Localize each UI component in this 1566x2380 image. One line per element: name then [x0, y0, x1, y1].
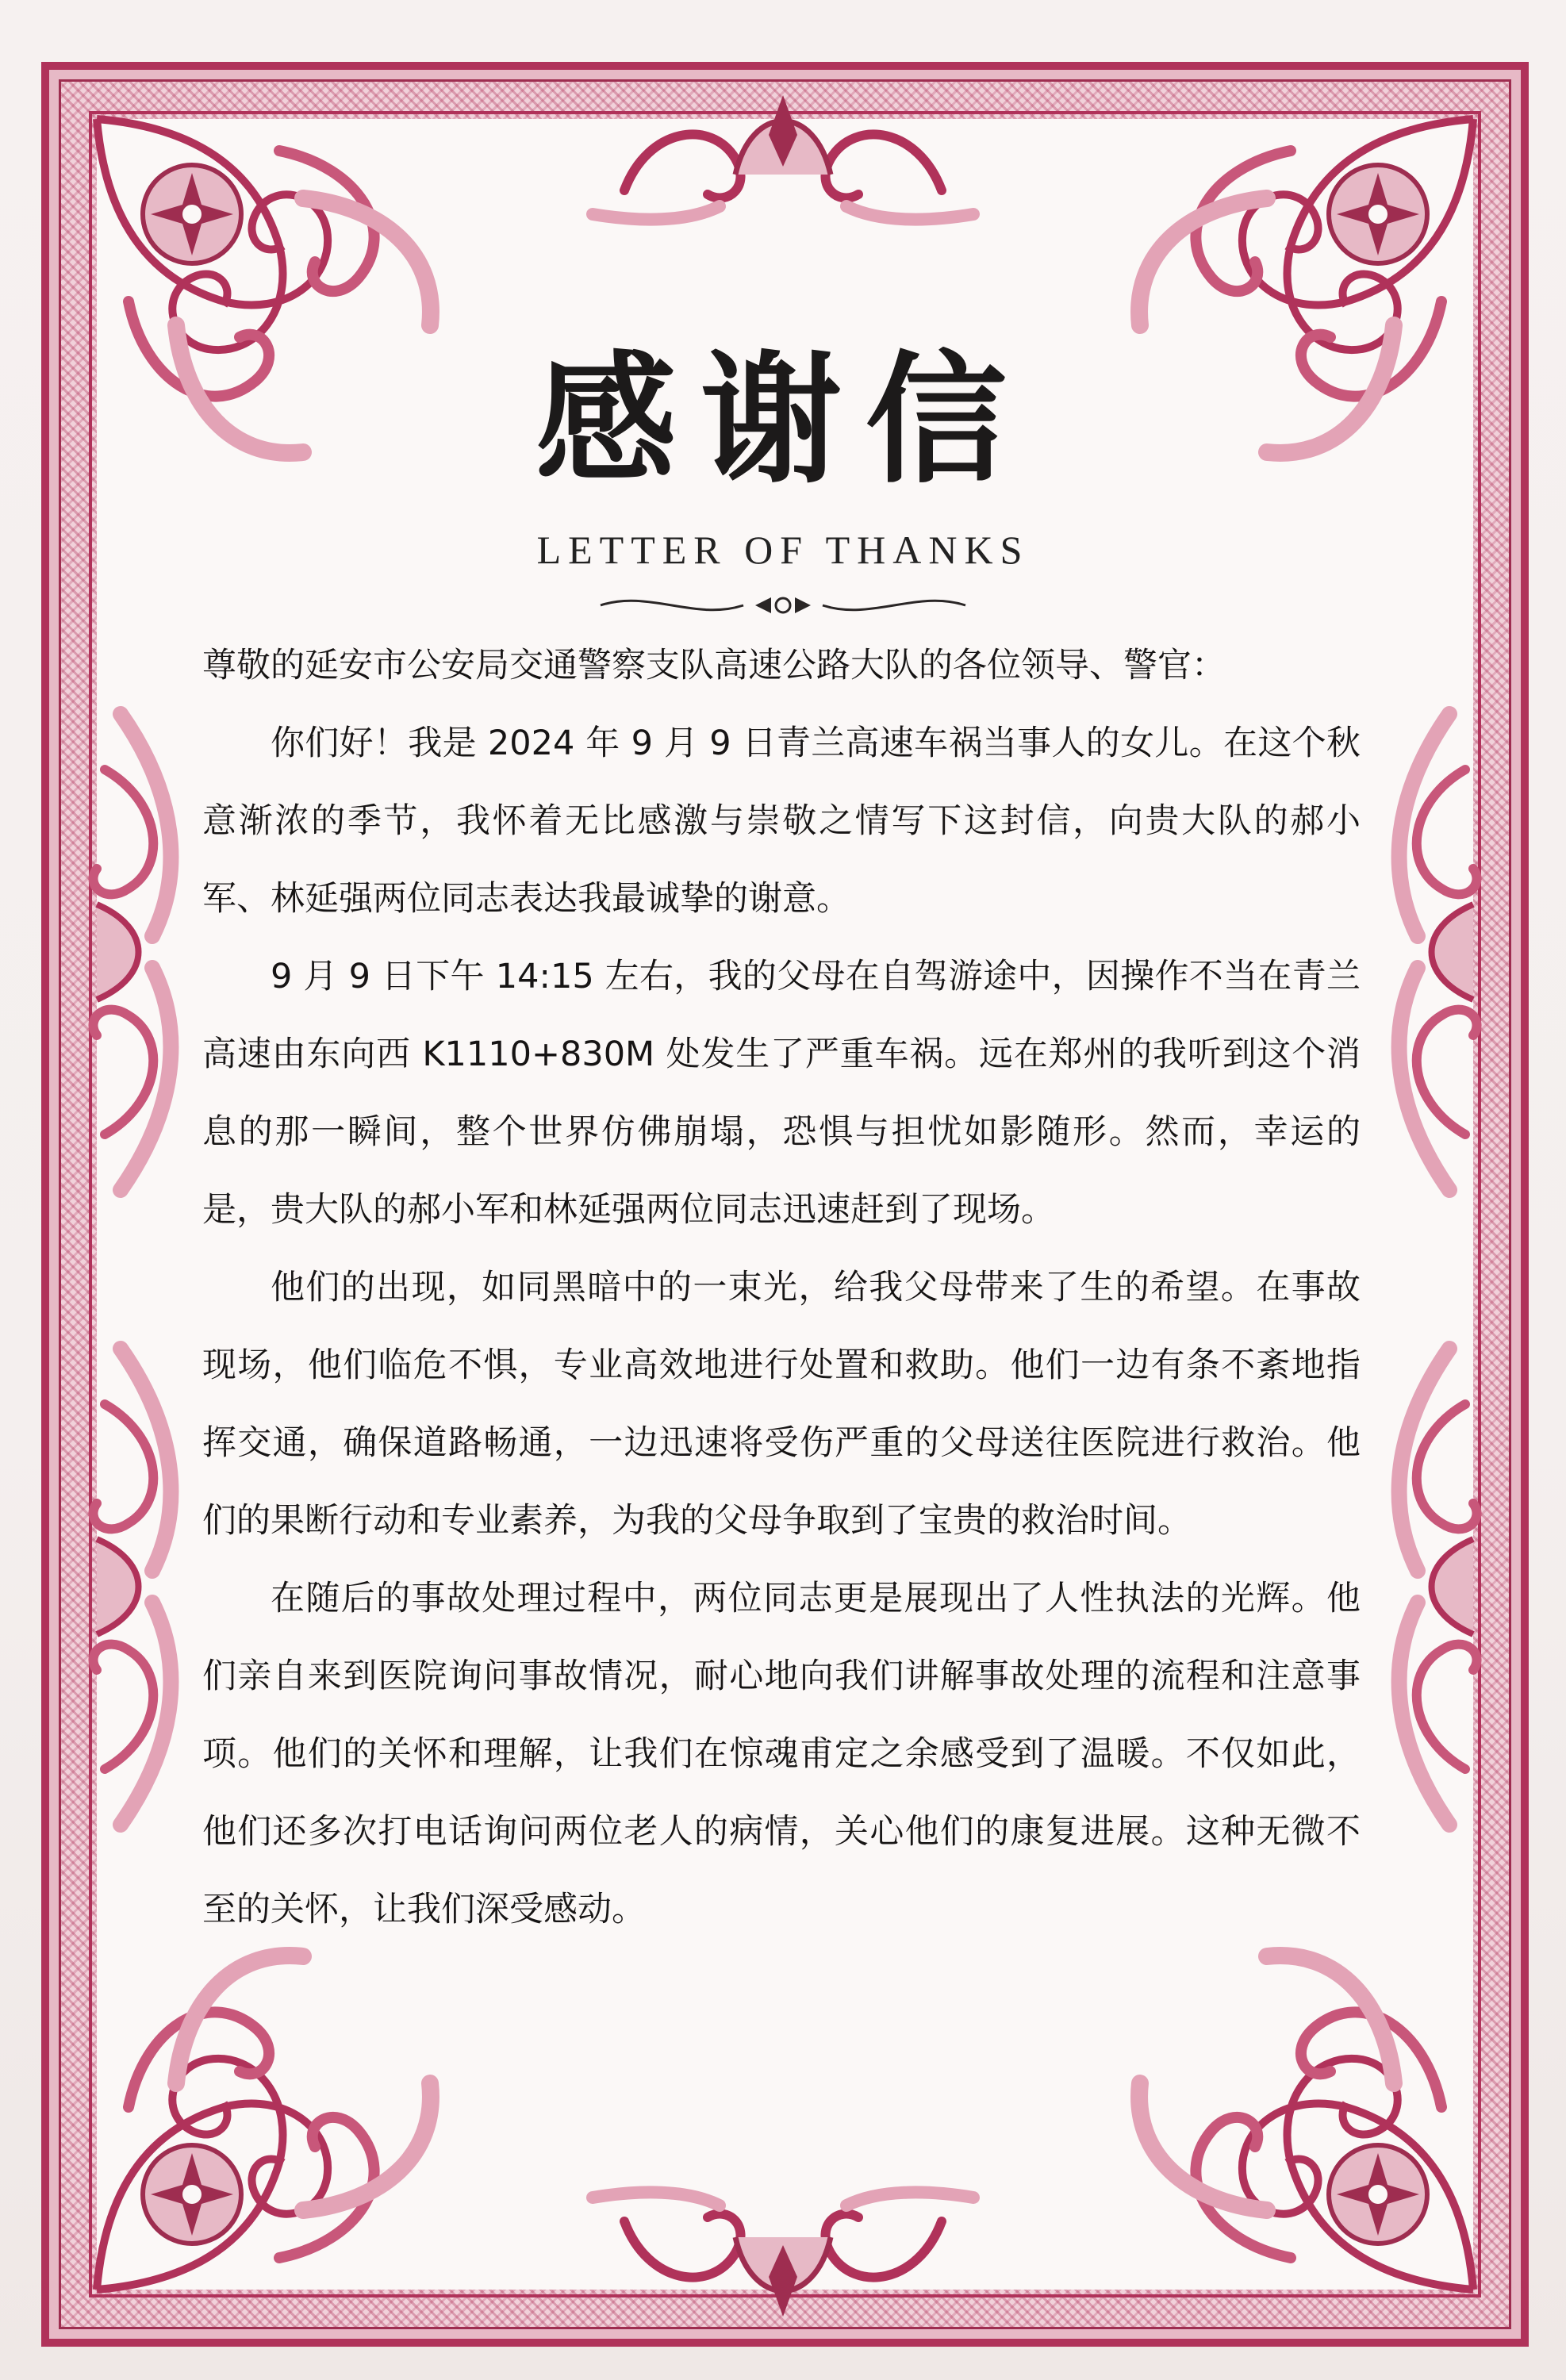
title-flourish-ornament	[585, 585, 981, 625]
letter-body	[202, 627, 1361, 1948]
letter-paragraph: 你们好！我是 2024 年 9 月 9 日青兰高速车祸当事人的女儿。在这个秋意渐浓的季节，我怀着无比感激与崇敬之情写下这封信，向贵大队的郝小军、林延强两位同志表达我最诚挚的谢意。	[202, 724, 1361, 919]
letter-paragraph: 在随后的事故处理过程中，两位同志更是展现出了人性执法的光辉。他们亲自来到医院询问事故情况，耐心地向我们讲解事故处理的流程和注意事项。他们的关怀和理解，让我们在惊魂甫定之余感受到了温暖。不仅如此，他们还多次打电话询问两位老人的病情，关心他们的康复进展。这种无微不至的关怀，让我们深受感动。	[202, 1579, 1361, 1929]
letter-salutation: 尊敬的延安市公安局交通警察支队高速公路大队的各位领导、警官：	[202, 646, 1226, 685]
letter-paragraph: 9 月 9 日下午 14:15 左右，我的父母在自驾游途中，因操作不当在青兰高速由东向西 K1110+830M 处发生了严重车祸。远在郑州的我听到这个消息的那一瞬间，整个世界仿佛崩塌，恐惧与担忧如影随形。然而，幸运的是，贵大队的郝小军和林延强两位同志迅速赶到了现场。	[202, 957, 1361, 1230]
letter-paragraph: 他们的出现，如同黑暗中的一束光，给我父母带来了生的希望。在事故现场，他们临危不惧，专业高效地进行处置和救助。他们一边有条不紊地指挥交通，确保道路畅通，一边迅速将受伤严重的父母送往医院进行救治。他们的果断行动和专业素养，为我的父母争取到了宝贵的救治时间。	[202, 1268, 1361, 1541]
letter-title-chinese: 感谢信	[535, 336, 1031, 502]
letter-title-english: LETTER OF THANKS	[536, 528, 1030, 572]
